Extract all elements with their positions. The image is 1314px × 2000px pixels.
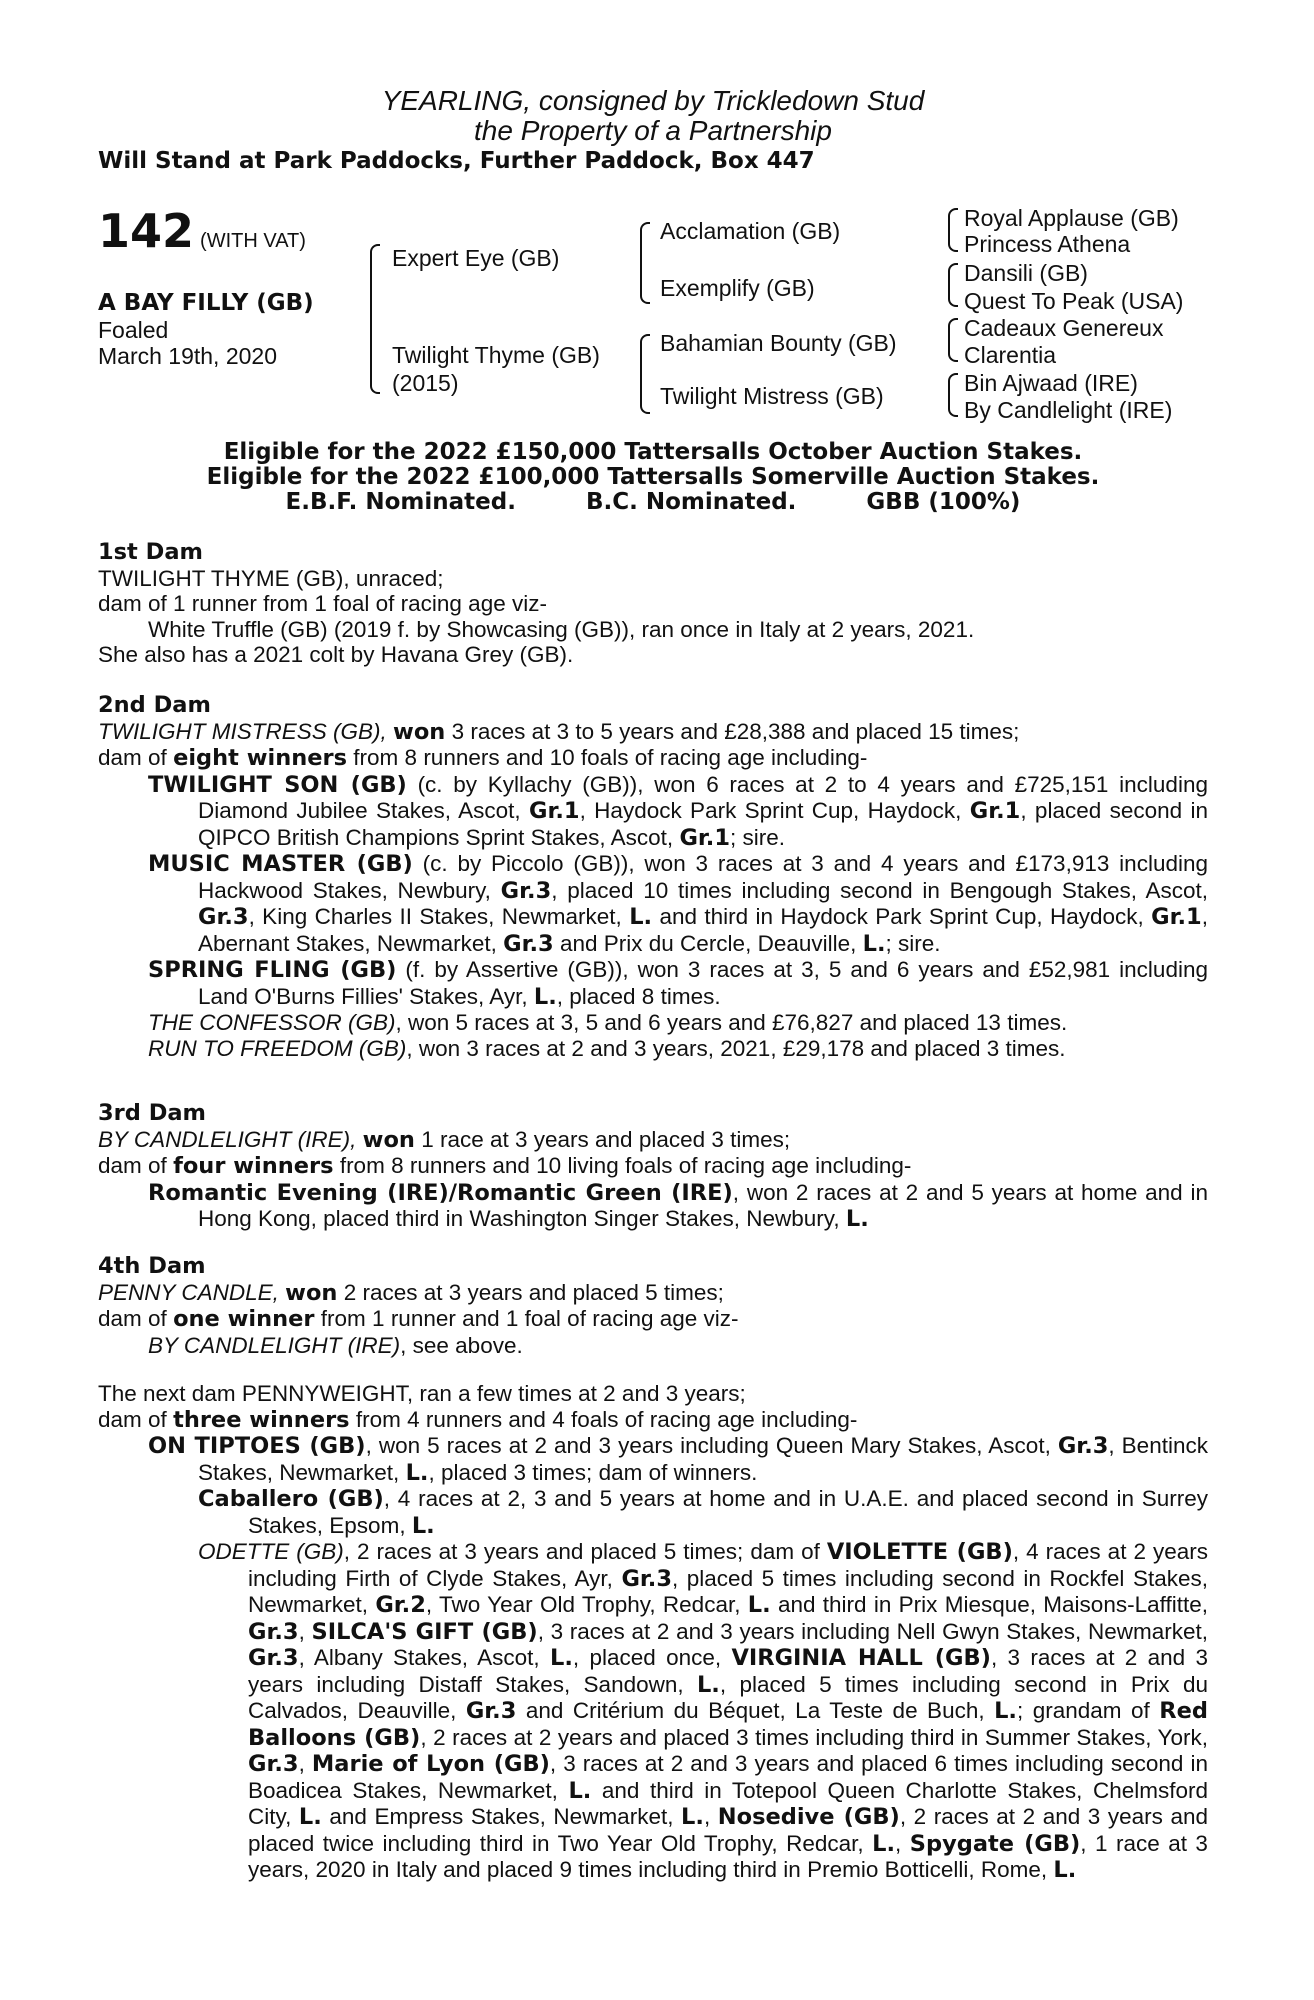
text-fragment: Gr.3 — [248, 1645, 299, 1671]
text-fragment: , won 2 races at 2 and 5 years at home and in Hong Kong, placed third in Washington Singer Stakes, Newbury, — [198, 1179, 1208, 1231]
dam-line: TWILIGHT THYME (GB), unraced; — [98, 565, 444, 591]
text-fragment: PENNY CANDLE, — [98, 1279, 279, 1305]
text-fragment: one winner — [173, 1306, 315, 1332]
text-fragment: three winners — [173, 1406, 350, 1433]
dam-line — [98, 719, 1208, 746]
text-fragment: , placed 10 times including second in Bengough Stakes, Ascot, — [551, 877, 1208, 903]
text-fragment: , placed 5 times including second in Prix du Calvados, Deauville, — [248, 1671, 1208, 1723]
text-fragment: Gr.1 — [969, 798, 1021, 824]
text-fragment: and third in Totepool Queen Charlotte Stakes, Chelmsford City, — [248, 1777, 1208, 1829]
text-fragment: L. — [994, 1698, 1017, 1724]
text-fragment: , 2 races at 2 and 3 years and placed twice including third in Two Year Old Trophy, Redcar, — [248, 1804, 1209, 1856]
text-fragment: Romantic Evening (IRE)/Romantic Green (IRE) — [148, 1179, 733, 1206]
produce-entry — [148, 851, 1208, 957]
next-dam-section — [98, 1381, 1208, 1884]
text-fragment: , 3 races at 2 and 3 years and placed 6 times including second in Boadicea Stakes, Newmarket, — [248, 1751, 1208, 1803]
vat-note: (WITH VAT) — [200, 230, 306, 252]
text-fragment: L. — [862, 930, 886, 957]
first-dam-section — [98, 540, 1208, 668]
produce-entry — [198, 1486, 1208, 1539]
third-dam-section — [98, 1101, 1208, 1233]
text-fragment: VIRGINIA HALL (GB) — [731, 1645, 991, 1671]
section-heading: 2nd Dam — [98, 692, 211, 718]
text-fragment: , Albany Stakes, Ascot, — [298, 1645, 540, 1670]
ggp-quest-to-peak: Quest To Peak (USA) — [964, 288, 1184, 314]
second-dam-section — [98, 693, 1208, 1061]
produce-entry — [148, 957, 1208, 1010]
ggp-brace-4 — [948, 373, 958, 417]
text-fragment: Red Balloons (GB) — [248, 1698, 1208, 1751]
dam-produce-line — [98, 1306, 1208, 1333]
text-fragment: and Critérium du Béquet, La Teste de Buch, — [525, 1698, 985, 1723]
text-fragment: , — [895, 1830, 902, 1856]
text-fragment: ; sire. — [885, 930, 941, 956]
text-fragment: dam of — [98, 1153, 167, 1178]
dam-line — [98, 1280, 1208, 1307]
text-fragment: SILCA'S GIFT (GB) — [311, 1618, 538, 1645]
lot-number-block — [98, 204, 306, 258]
pedigree-dam-year: (2015) — [392, 370, 459, 396]
produce-entry — [148, 1180, 1208, 1233]
dam-dam: Twilight Mistress (GB) — [660, 383, 884, 409]
text-fragment: L. — [568, 1777, 592, 1804]
text-fragment: and Empress Stakes, Newmarket, — [329, 1804, 674, 1829]
text-fragment: , Abernant Stakes, Newmarket, — [198, 904, 1208, 956]
dam-produce-line: dam of 1 runner from 1 foal of racing age viz- — [98, 591, 547, 616]
ggp-dansili: Dansili (GB) — [964, 260, 1088, 286]
text-fragment: Spygate (GB) — [909, 1830, 1081, 1857]
text-fragment: L. — [405, 1459, 429, 1486]
ggp-by-candlelight: By Candlelight (IRE) — [964, 397, 1173, 423]
text-fragment: , 3 races at 2 and 3 years including Distaff Stakes, Sandown, — [248, 1645, 1208, 1697]
text-fragment: dam of — [98, 1306, 167, 1331]
text-fragment: L. — [549, 1645, 573, 1671]
ggp-bin-ajwaad: Bin Ajwaad (IRE) — [964, 370, 1138, 396]
produce-entry — [148, 1010, 1208, 1036]
text-fragment: Nosedive (GB) — [717, 1804, 900, 1830]
bc-nominated: B.C. Nominated. — [585, 489, 797, 515]
text-fragment: (c. by Kyllachy (GB)), won 6 races at 2 to 4 years and £725,151 including Diamond Jubilee Stakes, Ascot, — [198, 771, 1208, 823]
text-fragment: ON TIPTOES (GB) — [148, 1433, 366, 1459]
fourth-dam-section — [98, 1254, 1208, 1358]
text-fragment: BY CANDLELIGHT (IRE) — [148, 1332, 401, 1358]
text-fragment: RUN TO FREEDOM (GB) — [148, 1035, 407, 1061]
text-fragment: , see above. — [400, 1332, 523, 1358]
sire-dam: Exemplify (GB) — [660, 275, 815, 301]
text-fragment: L. — [1053, 1857, 1077, 1883]
produce-entry — [198, 1539, 1208, 1884]
text-fragment: 3 races at 3 to 5 years and £28,388 and placed 15 times; — [451, 718, 1020, 744]
text-fragment: , placed second in QIPCO British Champions Sprint Stakes, Ascot, — [198, 798, 1208, 850]
text-fragment: , — [298, 1751, 305, 1776]
text-fragment: , placed once, — [572, 1645, 722, 1670]
text-fragment: , — [298, 1618, 305, 1644]
text-fragment: from 1 runner and 1 foal of racing age viz- — [320, 1306, 739, 1331]
ggp-royal-applause: Royal Applause (GB) — [964, 205, 1179, 231]
dam-produce-line — [98, 1407, 1208, 1434]
text-fragment: ODETTE (GB) — [198, 1539, 344, 1564]
text-fragment: from 4 runners and 4 foals of racing age including- — [355, 1406, 858, 1432]
text-fragment: , 4 races at 2, 3 and 5 years at home and in U.A.E. and placed second in Surrey Stakes, Epsom, — [248, 1486, 1209, 1538]
text-fragment: BY CANDLELIGHT (IRE), — [98, 1126, 357, 1152]
foaled-label: Foaled — [98, 317, 169, 343]
dam-produce-line — [98, 745, 1208, 772]
section-heading: 3rd Dam — [98, 1100, 206, 1126]
text-fragment: won — [393, 718, 446, 745]
lot-description: A BAY FILLY (GB) — [98, 290, 314, 316]
produce-entry — [148, 1333, 1208, 1359]
dam-line — [98, 1127, 1208, 1154]
text-fragment: Gr.3 — [198, 904, 249, 930]
property-line: the Property of a Partnership — [474, 115, 832, 146]
ggp-clarentia: Clarentia — [964, 342, 1057, 368]
text-fragment: won — [285, 1279, 338, 1306]
text-fragment: Gr.3 — [248, 1618, 299, 1645]
text-fragment: TWILIGHT SON (GB) — [148, 771, 407, 798]
dam-note: She also has a 2021 colt by Havana Grey (GB). — [98, 642, 574, 667]
text-fragment: and Prix du Cercle, Deauville, — [559, 930, 857, 956]
text-fragment: , — [703, 1804, 711, 1829]
text-fragment: VIOLETTE (GB) — [826, 1539, 1013, 1565]
gbb-status: GBB (100%) — [866, 489, 1021, 515]
sire-brace — [640, 222, 650, 304]
produce-entry: White Truffle (GB) (2019 f. by Showcasing (GB)), ran once in Italy at 2 years, 2021. — [148, 616, 975, 642]
section-heading: 4th Dam — [98, 1253, 206, 1279]
ggp-cadeaux-genereux: Cadeaux Genereux — [964, 315, 1164, 341]
foaled-date: March 19th, 2020 — [98, 343, 278, 369]
text-fragment: four winners — [173, 1153, 334, 1179]
text-fragment: Gr.3 — [1057, 1433, 1109, 1459]
text-fragment: from 8 runners and 10 living foals of racing age including- — [339, 1153, 912, 1178]
ebf-nominated: E.B.F. Nominated. — [285, 489, 516, 515]
sire-sire: Acclamation (GB) — [660, 218, 841, 244]
text-fragment: Gr.2 — [375, 1592, 426, 1618]
stabling-line: Will Stand at Park Paddocks, Further Paddock, Box 447 — [98, 148, 815, 174]
text-fragment: dam of — [98, 1406, 167, 1432]
dam-produce-line — [98, 1153, 1208, 1180]
text-fragment: MUSIC MASTER (GB) — [148, 851, 413, 877]
text-fragment: and third in Haydock Park Sprint Cup, Haydock, — [659, 904, 1144, 929]
text-fragment: Gr.3 — [248, 1751, 299, 1777]
text-fragment: L. — [872, 1830, 896, 1857]
text-fragment: L. — [845, 1206, 869, 1232]
text-fragment: , won 5 races at 3, 5 and 6 years and £76,827 and placed 13 times. — [395, 1010, 1068, 1035]
eligibility-october: Eligible for the 2022 £150,000 Tattersalls October Auction Stakes. — [223, 439, 1083, 465]
text-fragment: ; grandam of — [1016, 1698, 1150, 1723]
text-fragment: TWILIGHT MISTRESS (GB), — [98, 718, 387, 744]
text-fragment: , 1 race at 3 years, 2020 in Italy and placed 9 times including third in Premio Botticelli, Rome, — [248, 1830, 1208, 1882]
text-fragment: (c. by Piccolo (GB)), won 3 races at 3 and 4 years and £173,913 including Hackwood Stakes, Newbury, — [198, 851, 1208, 903]
pedigree-sire: Expert Eye (GB) — [392, 245, 560, 271]
text-fragment: , placed 5 times including second in Rockfel Stakes, Newmarket, — [248, 1565, 1208, 1617]
dam-brace — [640, 334, 650, 414]
text-fragment: , Two Year Old Trophy, Redcar, — [425, 1592, 741, 1617]
text-fragment: Marie of Lyon (GB) — [311, 1751, 550, 1777]
text-fragment: Gr.1 — [529, 798, 580, 824]
text-fragment: L. — [696, 1671, 720, 1698]
text-fragment: SPRING FLING (GB) — [148, 957, 397, 983]
text-fragment: L. — [411, 1512, 435, 1539]
text-fragment: L. — [629, 904, 653, 930]
nominations — [98, 490, 1208, 515]
text-fragment: L. — [681, 1804, 704, 1830]
produce-entry — [148, 1036, 1208, 1062]
text-fragment: ; sire. — [730, 824, 786, 850]
text-fragment: , 2 races at 2 years and placed 3 times including third in Summer Stakes, York, — [420, 1724, 1208, 1750]
text-fragment: L. — [747, 1592, 771, 1618]
text-fragment: L. — [533, 983, 557, 1010]
pedigree-brace — [370, 244, 380, 394]
text-fragment: , placed 8 times. — [556, 983, 721, 1009]
text-fragment: 2 races at 3 years and placed 5 times; — [343, 1279, 724, 1305]
text-fragment: (f. by Assertive (GB)), won 3 races at 3, 5 and 6 years and £52,981 including Land O'Burns Fillies' Stakes, Ayr, — [198, 957, 1208, 1009]
text-fragment: , 4 races at 2 years including Firth of Clyde Stakes, Ayr, — [248, 1539, 1208, 1591]
eligibility-somerville: Eligible for the 2022 £100,000 Tattersalls Somerville Auction Stakes. — [206, 464, 1100, 490]
ggp-brace-3 — [948, 318, 958, 362]
section-heading: 1st Dam — [98, 539, 203, 565]
text-fragment: , King Charles II Stakes, Newmarket, — [248, 904, 622, 929]
text-fragment: from 8 runners and 10 foals of racing age including- — [353, 745, 868, 770]
text-fragment: 1 race at 3 years and placed 3 times; — [421, 1126, 791, 1152]
ggp-brace-2 — [948, 263, 958, 307]
text-fragment: eight winners — [173, 745, 348, 771]
ggp-princess-athena: Princess Athena — [964, 231, 1131, 257]
text-fragment: Gr.3 — [621, 1565, 672, 1592]
ggp-brace-1 — [948, 208, 958, 252]
text-fragment: , Haydock Park Sprint Cup, Haydock, — [579, 798, 962, 823]
text-fragment: , won 3 races at 2 and 3 years, 2021, £29,178 and placed 3 times. — [406, 1035, 1066, 1061]
produce-entry — [148, 1433, 1208, 1486]
text-fragment: , 3 races at 2 and 3 years including Nell Gwyn Stakes, Newmarket, — [537, 1618, 1208, 1644]
text-fragment: , 2 races at 3 years and placed 5 times; dam of — [343, 1539, 820, 1564]
text-fragment: L. — [298, 1804, 322, 1830]
text-fragment: Gr.1 — [679, 824, 731, 851]
text-fragment: , Bentinck Stakes, Newmarket, — [198, 1433, 1208, 1485]
pedigree-dam: Twilight Thyme (GB) — [392, 342, 600, 368]
text-fragment: , placed 3 times; dam of winners. — [428, 1459, 758, 1485]
text-fragment: THE CONFESSOR (GB) — [148, 1010, 396, 1035]
text-fragment: dam of — [98, 745, 167, 770]
dam-sire: Bahamian Bounty (GB) — [660, 330, 897, 356]
dam-line: The next dam PENNYWEIGHT, ran a few times at 2 and 3 years; — [98, 1381, 746, 1406]
text-fragment: , won 5 races at 2 and 3 years including Queen Mary Stakes, Ascot, — [365, 1433, 1051, 1458]
text-fragment: Gr.3 — [465, 1698, 517, 1724]
produce-entry — [148, 772, 1208, 852]
text-fragment: and third in Prix Miesque, Maisons-Laffitte, — [777, 1592, 1208, 1617]
lot-number: 142 — [98, 204, 195, 258]
text-fragment: won — [362, 1126, 415, 1153]
text-fragment: Gr.3 — [503, 930, 554, 957]
text-fragment: Caballero (GB) — [198, 1486, 384, 1512]
consignor-line: YEARLING, consigned by Trickledown Stud — [381, 85, 925, 116]
text-fragment: Gr.3 — [500, 877, 552, 904]
text-fragment: Gr.1 — [1151, 904, 1202, 930]
